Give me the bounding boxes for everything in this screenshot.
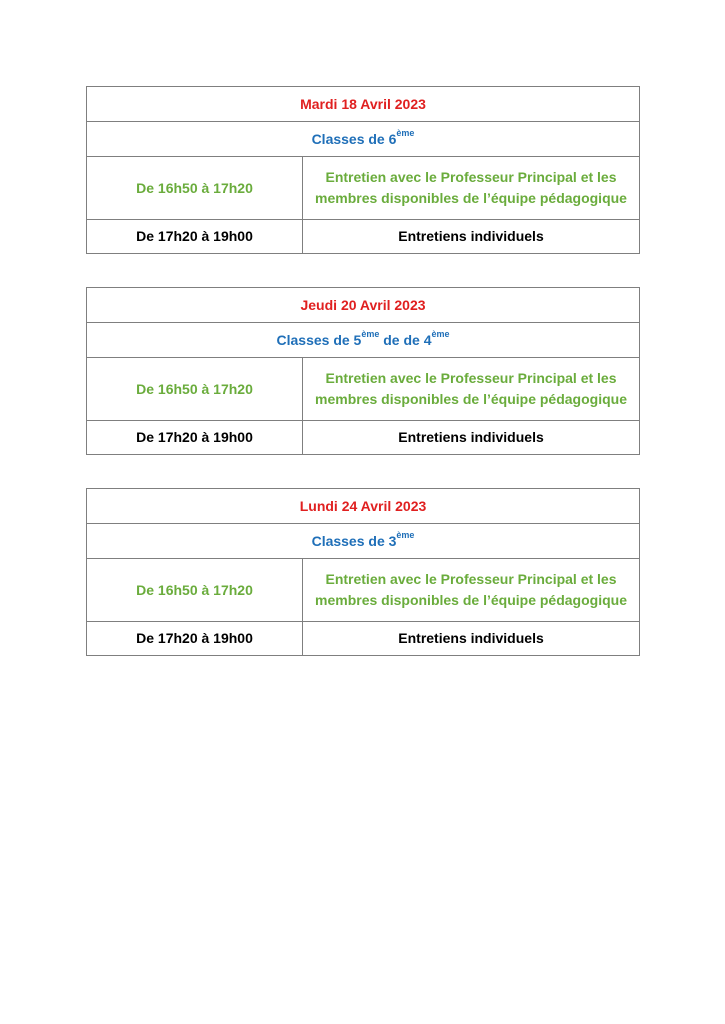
slot-description: Entretiens individuels xyxy=(303,622,640,656)
class-level: Classes de 3ème xyxy=(87,524,640,559)
slot-time: De 17h20 à 19h00 xyxy=(87,421,303,455)
slot-description: Entretien avec le Professeur Principal et les membres disponibles de l’équipe pédagogique xyxy=(303,157,640,220)
schedule-table-1 xyxy=(86,86,640,254)
schedule-table-3 xyxy=(86,488,640,656)
slot-time: De 16h50 à 17h20 xyxy=(87,358,303,421)
slot-time: De 17h20 à 19h00 xyxy=(87,220,303,254)
slot-time: De 17h20 à 19h00 xyxy=(87,622,303,656)
slot-description: Entretien avec le Professeur Principal et les membres disponibles de l’équipe pédagogique xyxy=(303,358,640,421)
slot-time: De 16h50 à 17h20 xyxy=(87,157,303,220)
session-date: Lundi 24 Avril 2023 xyxy=(87,489,640,524)
slot-description: Entretiens individuels xyxy=(303,220,640,254)
session-date: Mardi 18 Avril 2023 xyxy=(87,87,640,122)
slot-description: Entretiens individuels xyxy=(303,421,640,455)
slot-time: De 16h50 à 17h20 xyxy=(87,559,303,622)
slot-description: Entretien avec le Professeur Principal et les membres disponibles de l’équipe pédagogique xyxy=(303,559,640,622)
class-level: Classes de 5ème de de 4ème xyxy=(87,323,640,358)
schedule-table-2 xyxy=(86,287,640,455)
session-date: Jeudi 20 Avril 2023 xyxy=(87,288,640,323)
class-level: Classes de 6ème xyxy=(87,122,640,157)
